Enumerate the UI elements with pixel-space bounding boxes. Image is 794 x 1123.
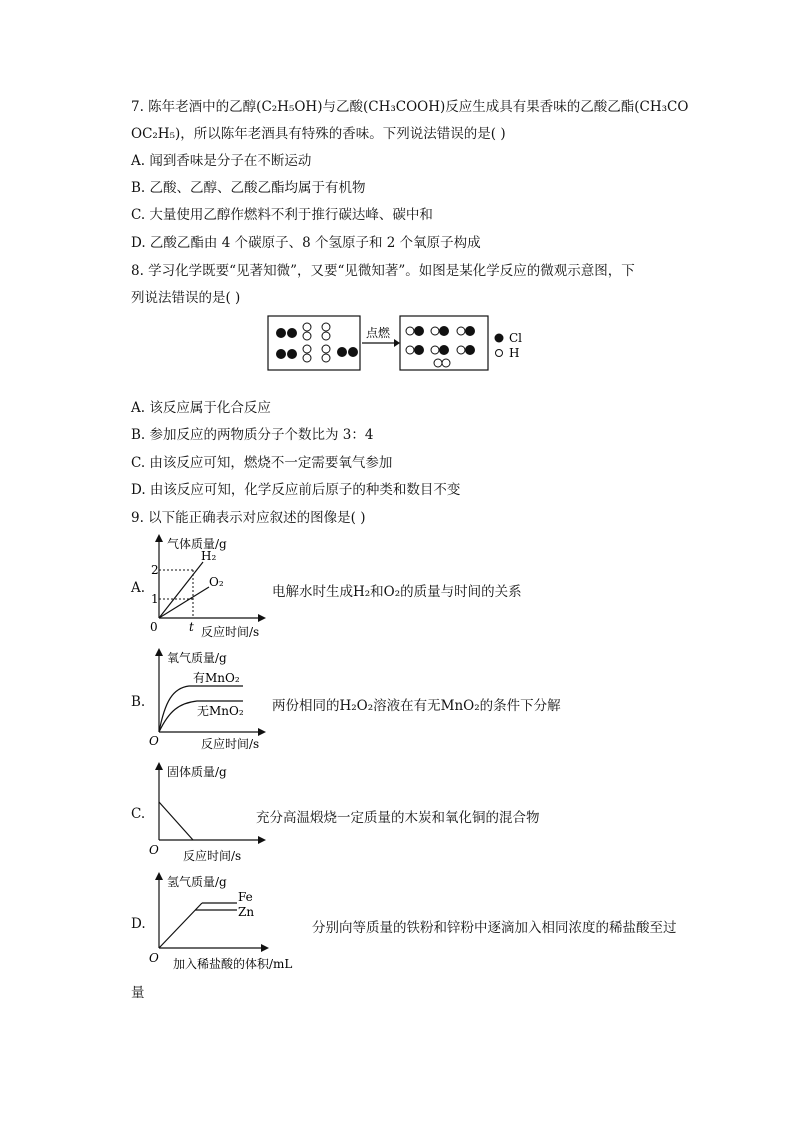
y-tick-2: 2 bbox=[151, 563, 159, 577]
y-axis-label: 气体质量/g bbox=[167, 537, 227, 551]
series-o2-label: O₂ bbox=[209, 575, 224, 589]
q9-stem: 9. 以下能正确表示对应叙述的图像是( ) bbox=[131, 510, 366, 526]
q8-option-b: B. 参加反应的两物质分子个数比为 3：4 bbox=[131, 427, 374, 443]
y-tick-1: 1 bbox=[151, 592, 159, 606]
q9-graph-b bbox=[145, 646, 285, 756]
q8-stem-line1: 8. 学习化学既要“见著知微”，又要“见微知著”。如图是某化学反应的微观示意图，下 bbox=[131, 263, 635, 279]
series-solid-mass-line bbox=[159, 802, 193, 840]
q9-option-a-desc: 电解水时生成H₂和O₂的质量与时间的关系 bbox=[272, 584, 522, 600]
q9-option-d-desc-continuation: 量 bbox=[131, 985, 145, 1001]
legend-h-dot bbox=[496, 350, 503, 357]
series-zn-label: Zn bbox=[238, 905, 255, 919]
q8-stem-line2: 列说法错误的是( ) bbox=[131, 290, 241, 306]
q9-graph-a bbox=[145, 532, 285, 642]
q7-option-d: D. 乙酸乙酯由 4 个碳原子、8 个氢原子和 2 个氧原子构成 bbox=[131, 235, 481, 251]
y-axis-label: 氢气质量/g bbox=[167, 875, 227, 889]
x-axis-label: 反应时间/s bbox=[201, 737, 260, 751]
q7-option-a: A. 闻到香味是分子在不断运动 bbox=[131, 153, 312, 169]
y-axis-label: 固体质量/g bbox=[167, 765, 227, 779]
x-axis-label: 反应时间/s bbox=[183, 849, 242, 863]
origin-label: 0 bbox=[150, 620, 158, 634]
q7-stem-line1: 7. 陈年老酒中的乙醇(C₂H₅OH)与乙酸(CH₃COOH)反应生成具有果香味的乙酸乙酯(CH₃CO bbox=[131, 99, 689, 115]
q9-option-b-label: B. bbox=[131, 694, 146, 710]
q8-option-c: C. 由该反应可知，燃烧不一定需要氧气参加 bbox=[131, 455, 393, 471]
series-h2-label: H₂ bbox=[201, 549, 217, 563]
origin-label: O bbox=[149, 951, 159, 965]
q9-option-d-desc: 分别向等质量的铁粉和锌粉中逐滴加入相同浓度的稀盐酸至过 bbox=[312, 920, 677, 936]
q8-option-a: A. 该反应属于化合反应 bbox=[131, 400, 271, 416]
q7-stem-line2: OC₂H₅)，所以陈年老酒具有特殊的香味。下列说法错误的是( ) bbox=[131, 126, 506, 142]
q9-option-d-label: D. bbox=[131, 916, 146, 932]
q8-reaction-diagram bbox=[266, 313, 536, 375]
x-axis-label: 加入稀盐酸的体积/mL bbox=[173, 957, 293, 971]
legend-h-label: H bbox=[509, 346, 520, 360]
legend-cl-label: Cl bbox=[509, 331, 523, 345]
q7-option-b: B. 乙酸、乙醇、乙酸乙酯均属于有机物 bbox=[131, 180, 366, 196]
q9-option-c-label: C. bbox=[131, 806, 146, 822]
q9-option-a-label: A. bbox=[131, 580, 146, 596]
arrow-label: 点燃 bbox=[366, 326, 391, 340]
series-without-mno2-label: 无MnO₂ bbox=[197, 704, 244, 718]
x-axis-label: 反应时间/s bbox=[201, 625, 260, 639]
y-axis-label: 氧气质量/g bbox=[167, 651, 227, 665]
series-o2-line bbox=[159, 587, 209, 618]
q7-option-c: C. 大量使用乙醇作燃料不利于推行碳达峰、碳中和 bbox=[131, 207, 433, 223]
q9-option-c-desc: 充分高温煅烧一定质量的木炭和氧化铜的混合物 bbox=[256, 810, 540, 826]
origin-label: O bbox=[149, 843, 159, 857]
q9-graph-d bbox=[145, 870, 320, 975]
series-fe-label: Fe bbox=[238, 890, 253, 904]
origin-label: O bbox=[149, 734, 159, 748]
reactants-box bbox=[268, 316, 360, 370]
q8-option-d: D. 由该反应可知，化学反应前后原子的种类和数目不变 bbox=[131, 482, 461, 498]
product-molecules bbox=[406, 326, 475, 367]
reactant-molecules bbox=[276, 323, 358, 362]
q9-option-b-desc: 两份相同的H₂O₂溶液在有无MnO₂的条件下分解 bbox=[272, 698, 561, 714]
legend-cl-dot bbox=[495, 334, 504, 343]
series-with-mno2-label: 有MnO₂ bbox=[193, 671, 240, 685]
x-tick-t: t bbox=[189, 620, 194, 634]
